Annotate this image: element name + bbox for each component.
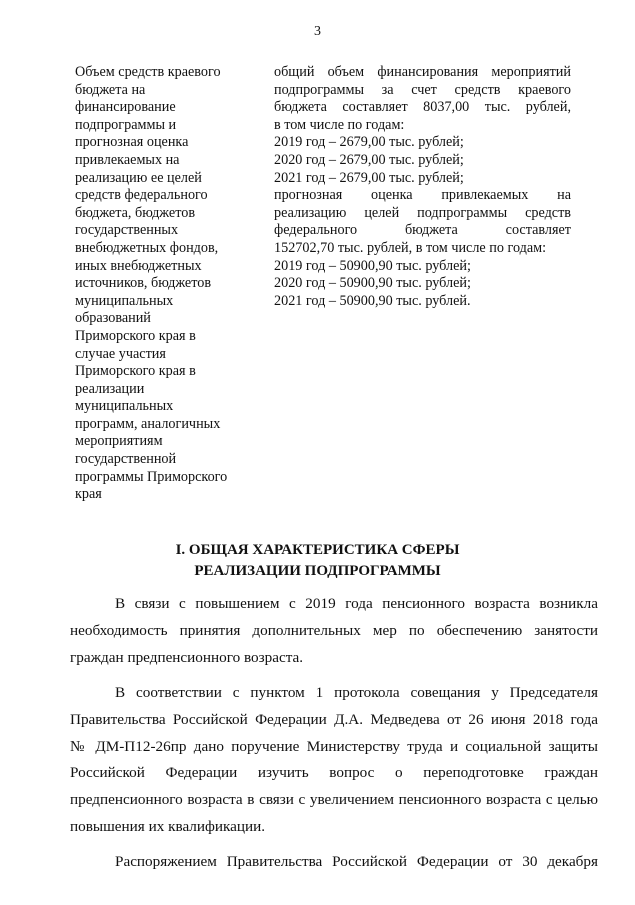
passport-value-line: 2020 год – 2679,00 тыс. рублей; bbox=[274, 151, 464, 168]
paragraph-line: В соответствии с пунктом 1 протокола совещания у Председателя bbox=[115, 683, 598, 701]
paragraph-line: граждан предпенсионного возраста. bbox=[70, 648, 304, 666]
passport-value-line: в том числе по годам: bbox=[274, 116, 405, 133]
passport-left-column bbox=[75, 64, 265, 504]
paragraph-line: Российской Федерации изучить вопрос о переподготовке граждан bbox=[70, 764, 598, 782]
passport-value-line: 2021 год – 2679,00 тыс. рублей; bbox=[274, 169, 464, 186]
passport-label-line: образований bbox=[75, 310, 151, 327]
passport-label-line: бюджета на bbox=[75, 81, 146, 98]
passport-label-line: Объем средств краевого bbox=[75, 64, 221, 80]
passport-label-line: случае участия bbox=[75, 345, 166, 362]
passport-label-line: источников, бюджетов bbox=[75, 275, 212, 292]
passport-label-line: государственных bbox=[75, 222, 179, 239]
section-heading-line: РЕАЛИЗАЦИИ ПОДПРОГРАММЫ bbox=[194, 563, 441, 579]
passport-value-line: общий объем финансирования мероприятий bbox=[274, 64, 571, 80]
passport-value-line: подпрограммы за счет средств краевого bbox=[274, 81, 571, 98]
passport-label-line: края bbox=[75, 486, 102, 503]
passport-label-line: мероприятиям bbox=[75, 433, 163, 450]
passport-label-line: средств федерального bbox=[75, 187, 208, 204]
section-heading bbox=[0, 540, 635, 582]
passport-label-line: программ, аналогичных bbox=[75, 415, 221, 432]
passport-value-line: 2021 год – 50900,90 тыс. рублей. bbox=[274, 292, 471, 309]
paragraph-line: необходимость принятия дополнительных мер по обеспечению занятости bbox=[70, 621, 598, 639]
paragraph-line: повышения их квалификации. bbox=[70, 818, 266, 836]
passport-value-line: 2019 год – 50900,90 тыс. рублей; bbox=[274, 257, 471, 274]
page-number: 3 bbox=[314, 24, 321, 39]
passport-value-line: 2020 год – 50900,90 тыс. рублей; bbox=[274, 275, 471, 292]
paragraph bbox=[70, 680, 598, 841]
passport-value-line: 152702,70 тыс. рублей, в том числе по годам: bbox=[274, 239, 547, 256]
paragraph-line: № ДМ-П12-26пр дано поручение Министерству труда и социальной защиты bbox=[70, 737, 598, 755]
passport-label-line: иных внебюджетных bbox=[75, 257, 202, 274]
passport-label-line: внебюджетных фондов, bbox=[75, 239, 219, 256]
passport-label-line: Приморского края в bbox=[75, 327, 196, 344]
passport-label-line: бюджета, бюджетов bbox=[75, 204, 196, 221]
passport-value-line: реализацию целей подпрограммы средств bbox=[274, 204, 571, 221]
passport-value-line: прогнозная оценка привлекаемых на bbox=[274, 187, 571, 204]
passport-value-line: 2019 год – 2679,00 тыс. рублей; bbox=[274, 134, 464, 151]
passport-right-column bbox=[274, 64, 571, 310]
passport-value-line: федерального бюджета составляет bbox=[274, 222, 571, 239]
passport-label-line: Приморского края в bbox=[75, 363, 196, 380]
body-text bbox=[70, 591, 598, 876]
passport-label-line: прогнозная оценка bbox=[75, 134, 189, 151]
passport-label-line: финансирование bbox=[75, 99, 176, 116]
passport-value-line: бюджета составляет 8037,00 тыс. рублей, bbox=[274, 99, 571, 116]
passport-label-line: реализации bbox=[75, 380, 145, 397]
passport-label-line: подпрограммы и bbox=[75, 116, 177, 133]
passport-label-line: муниципальных bbox=[75, 292, 174, 309]
section-heading-line: I. ОБЩАЯ ХАРАКТЕРИСТИКА СФЕРЫ bbox=[175, 542, 460, 558]
passport-label-line: государственной bbox=[75, 451, 177, 468]
passport-label-line: привлекаемых на bbox=[75, 151, 180, 168]
paragraph-line: В связи с повышением с 2019 года пенсионного возраста возникла bbox=[115, 595, 598, 612]
paragraph bbox=[70, 591, 598, 672]
paragraph-line: предпенсионного возраста в связи с увеличением пенсионного возраста с целью bbox=[70, 791, 598, 809]
passport-label-line: программы Приморского bbox=[75, 468, 228, 485]
paragraph bbox=[70, 849, 598, 876]
passport-label-line: муниципальных bbox=[75, 398, 174, 415]
passport-label-line: реализацию ее целей bbox=[75, 169, 202, 186]
paragraph-line: Правительства Российской Федерации Д.А. Медведева от 26 июня 2018 года bbox=[70, 710, 598, 728]
paragraph-line: Распоряжением Правительства Российской Федерации от 30 декабря bbox=[115, 853, 598, 871]
